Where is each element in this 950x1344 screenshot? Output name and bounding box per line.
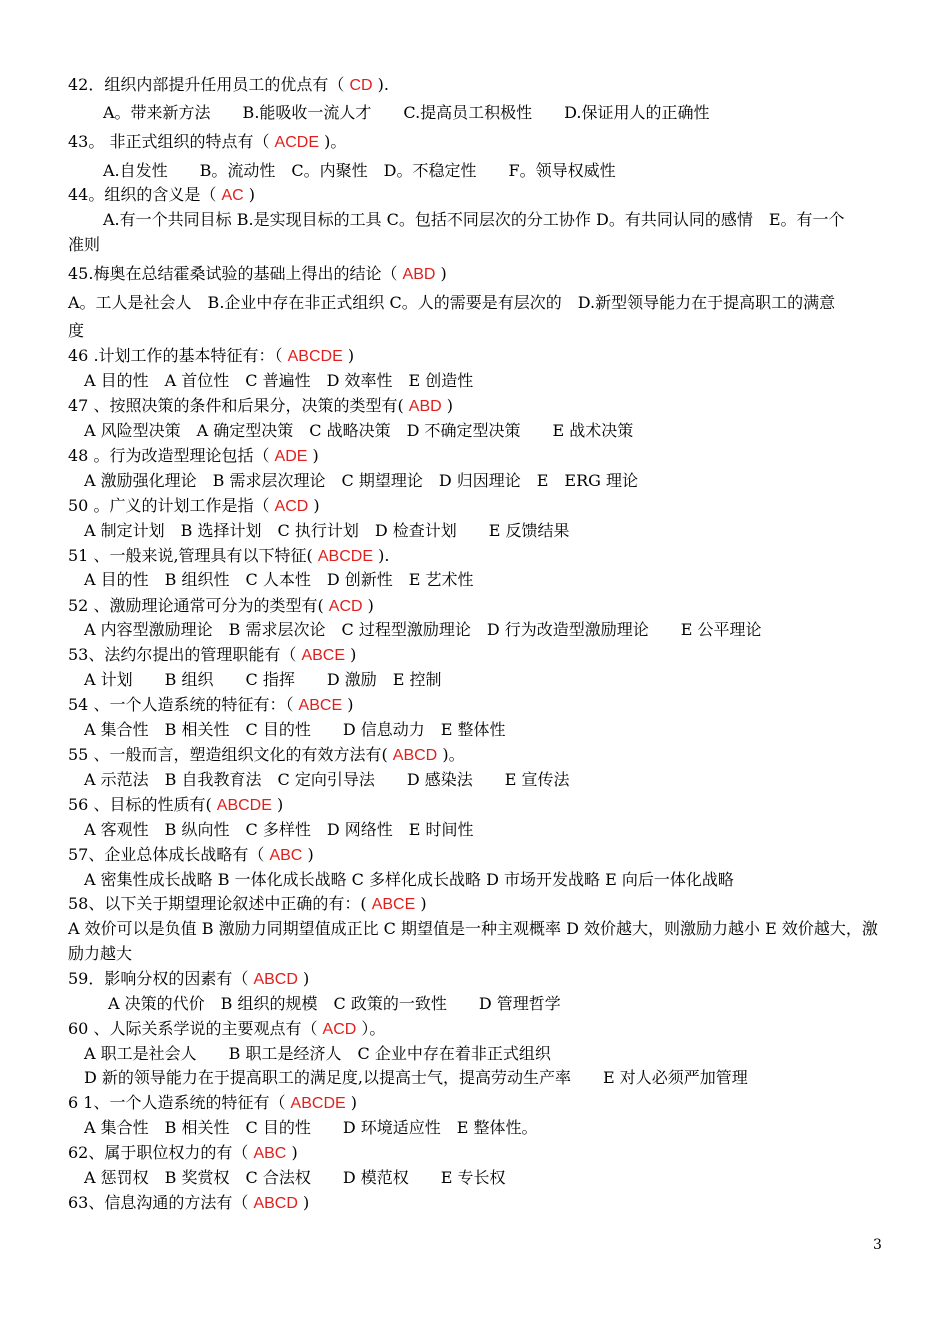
option-line: A.有一个共同目标 B.是实现目标的工具 C。包括不同层次的分工协作 D。有共同认同的感情 E。有一个 <box>103 210 845 229</box>
question-text-end: ) <box>286 1143 298 1162</box>
answer-key: ABCDE <box>317 548 373 565</box>
option-line: A。带来新方法 B.能吸收一流人才 C.提高员工积极性 D.保证用人的正确性 <box>103 103 710 122</box>
question-text-end: ) <box>435 264 447 283</box>
answer-key: ABCDE <box>216 797 272 814</box>
question-stem <box>68 132 346 153</box>
answer-key: ABC <box>269 847 303 864</box>
option-line: A 示范法 B 自我教育法 C 定向引导法 D 感染法 E 宣传法 <box>84 770 570 789</box>
page-number: 3 <box>873 1237 882 1253</box>
answer-key: ABCD <box>392 747 438 764</box>
question-stem <box>68 1019 385 1040</box>
question-stem <box>68 346 354 367</box>
option-line: A 风险型决策 A 确定型决策 C 战略决策 D 不确定型决策 E 战术决策 <box>84 421 634 440</box>
answer-key: ABD <box>408 398 442 415</box>
question-stem <box>68 396 453 417</box>
question-text: 59．影响分权的因素有（ <box>68 969 254 988</box>
question-text: 47 、按照决策的条件和后果分，决策的类型有( <box>68 396 409 415</box>
option-line: A 职工是社会人 B 职工是经济人 C 企业中存在着非正式组织 <box>84 1044 551 1063</box>
option-line: A 效价可以是负值 B 激励力同期望值成正比 C 期望值是一种主观概率 D 效价越大，则激励力越小 E 效价越大，激 <box>68 919 878 938</box>
question-text: 44。组织的含义是（ <box>68 185 222 204</box>
option-line: A 目的性 B 组织性 C 人本性 D 创新性 E 艺术性 <box>84 570 474 589</box>
question-text-end: ) <box>345 645 357 664</box>
question-stem <box>68 1093 357 1114</box>
answer-key: AC <box>221 187 244 204</box>
question-text-end: ) <box>415 894 427 913</box>
question-text: 45.梅奥在总结霍桑试验的基础上得出的结论（ <box>68 264 403 283</box>
option-line: A 集合性 B 相关性 C 目的性 D 信息动力 E 整体性 <box>84 720 506 739</box>
question-text: 55 、一般而言，塑造组织文化的有效方法有( <box>68 745 393 764</box>
question-stem <box>68 596 374 617</box>
question-text-end: ) <box>342 346 355 365</box>
question-stem <box>68 845 314 866</box>
option-line: A 制定计划 B 选择计划 C 执行计划 D 检查计划 E 反馈结果 <box>84 521 570 540</box>
question-text: 58、以下关于期望理论叙述中正确的有：( <box>68 894 372 913</box>
option-line: A 目的性 A 首位性 C 普遍性 D 效率性 E 创造性 <box>84 371 474 390</box>
answer-key: ADE <box>274 448 308 465</box>
option-line: D 新的领导能力在于提高职工的满足度,以提高士气，提高劳动生产率 E 对人必须严加管理 <box>84 1068 748 1087</box>
option-line: A 客观性 B 纵向性 C 多样性 D 网络性 E 时间性 <box>84 820 474 839</box>
question-text-end: ) <box>243 185 256 204</box>
question-text-end: )。 <box>319 132 347 151</box>
question-stem <box>68 745 465 766</box>
question-text: 57、企业总体成长战略有（ <box>68 845 270 864</box>
answer-key: ACD <box>322 1021 357 1038</box>
option-line: A 激励强化理论 B 需求层次理论 C 期望理论 D 归因理论 E ERG 理论 <box>84 471 639 490</box>
question-text: 43。 非正式组织的特点有（ <box>68 132 275 151</box>
question-stem <box>68 795 283 816</box>
question-text-end: ) <box>308 496 320 515</box>
question-text-end: ）。 <box>356 1019 386 1038</box>
question-stem <box>68 1143 298 1164</box>
question-text: 53、法约尔提出的管理职能有（ <box>68 645 302 664</box>
question-stem <box>68 645 356 666</box>
question-text-end: ) <box>297 1193 310 1212</box>
answer-key: ABCDE <box>287 348 343 365</box>
option-line: A 密集性成长战略 B 一体化成长战略 C 多样化成长战略 D 市场开发战略 E 向后一体化战略 <box>84 870 734 889</box>
question-text: 6 1、一个人造系统的特征有（ <box>68 1093 291 1112</box>
answer-key: ABD <box>402 266 436 283</box>
question-text-end: ) <box>342 695 354 714</box>
question-text: 62、属于职位权力的有（ <box>68 1143 254 1162</box>
option-line: A 内容型激励理论 B 需求层次论 C 过程型激励理论 D 行为改造型激励理论 E 公平理论 <box>84 620 762 639</box>
question-text: 60 、人际关系学说的主要观点有（ <box>68 1019 323 1038</box>
option-line: A.自发性 B。流动性 C。内聚性 D。不稳定性 F。领导权威性 <box>103 161 616 180</box>
question-text: 56 、目标的性质有( <box>68 795 217 814</box>
question-stem <box>68 695 353 716</box>
question-text: 54 、一个人造系统的特征有：（ <box>68 695 299 714</box>
question-text-end: ) <box>441 396 454 415</box>
question-text-end: ) <box>302 845 314 864</box>
answer-key: ABCE <box>371 896 416 913</box>
question-text: 50 。广义的计划工作是指（ <box>68 496 275 515</box>
answer-key: ABCE <box>301 647 346 664</box>
question-stem <box>68 75 389 96</box>
option-line: A 惩罚权 B 奖赏权 C 合法权 D 模范权 E 专长权 <box>84 1168 506 1187</box>
question-text-end: )。 <box>437 745 465 764</box>
question-text-end: ) <box>297 969 310 988</box>
option-line: A 集合性 B 相关性 C 目的性 D 环境适应性 E 整体性。 <box>84 1118 538 1137</box>
answer-key: ABC <box>253 1145 287 1162</box>
question-text-end: ) <box>345 1093 357 1112</box>
question-text: 42．组织内部提升任用员工的优点有（ <box>68 75 350 94</box>
question-stem <box>68 264 447 285</box>
question-stem <box>68 894 427 915</box>
question-text-end: ) <box>362 596 374 615</box>
question-stem <box>68 546 389 567</box>
option-line: A 计划 B 组织 C 指挥 D 激励 E 控制 <box>84 670 442 689</box>
question-text: 48 。行为改造型理论包括（ <box>68 446 275 465</box>
question-stem <box>68 1193 309 1214</box>
answer-key: ABCD <box>253 971 298 988</box>
question-text: 63、信息沟通的方法有（ <box>68 1193 254 1212</box>
question-stem <box>68 496 320 517</box>
answer-key: ACDE <box>274 134 319 151</box>
answer-key: ABCD <box>253 1195 298 1212</box>
question-stem <box>68 969 309 990</box>
question-text-end: ) <box>307 446 319 465</box>
answer-key: CD <box>349 77 373 94</box>
answer-key: ABCE <box>298 697 343 714</box>
option-line: A 决策的代价 B 组织的规模 C 政策的一致性 D 管理哲学 <box>108 994 561 1013</box>
question-text-end: ). <box>373 546 390 565</box>
question-stem <box>68 185 255 206</box>
question-text-end: ). <box>372 75 389 94</box>
question-text-end: ) <box>271 795 284 814</box>
option-line: 准则 <box>68 235 101 254</box>
question-text: 51 、一般来说,管理具有以下特征( <box>68 546 318 565</box>
answer-key: ACD <box>274 498 309 515</box>
option-line: 度 <box>68 321 85 340</box>
option-line: A。工人是社会人 B.企业中存在非正式组织 C。人的需要是有层次的 D.新型领导能力在于提高职工的满意 <box>68 293 836 312</box>
question-text: 52 、激励理论通常可分为的类型有( <box>68 596 329 615</box>
answer-key: ABCDE <box>290 1095 346 1112</box>
option-line: 励力越大 <box>68 944 133 963</box>
question-text: 46 .计划工作的基本特征有：（ <box>68 346 288 365</box>
answer-key: ACD <box>328 598 363 615</box>
question-stem <box>68 446 319 467</box>
